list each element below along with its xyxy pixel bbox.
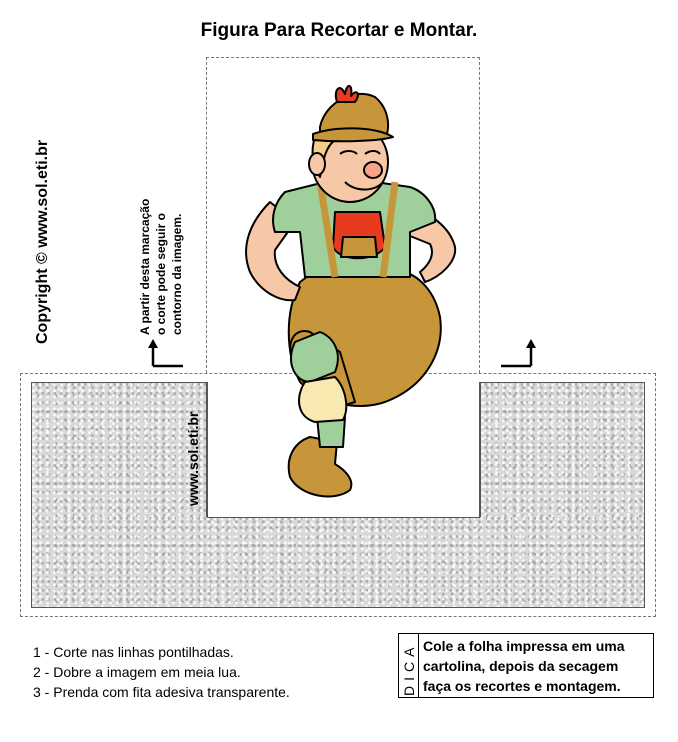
cut-note-line: contorno da imagem. bbox=[170, 213, 184, 335]
cut-note bbox=[137, 199, 185, 335]
instruction-step: 3 - Prenda com fita adesiva transparente. bbox=[33, 684, 290, 700]
tip-line: cartolina, depois da secagem bbox=[423, 658, 619, 674]
site-text: www.sol.eti.br bbox=[185, 411, 201, 506]
tip-line: Cole a folha impressa em uma bbox=[423, 638, 625, 654]
tip-label: DICA bbox=[401, 642, 417, 696]
corner-arrow-left-icon bbox=[145, 338, 185, 368]
base-texture-bottom bbox=[31, 517, 645, 608]
instruction-step: 2 - Dobre a imagem em meia lua. bbox=[33, 664, 241, 680]
page-title: Figura Para Recortar e Montar. bbox=[200, 20, 478, 41]
cut-note-line: o corte pode seguir o bbox=[154, 212, 168, 335]
instruction-step: 1 - Corte nas linhas pontilhadas. bbox=[33, 644, 234, 660]
cut-note-line: A partir desta marcação bbox=[138, 198, 152, 335]
tip-line: faça os recortes e montagem. bbox=[423, 678, 621, 694]
corner-arrow-right-icon bbox=[499, 338, 539, 368]
tip-text bbox=[423, 636, 625, 696]
bavarian-man-illustration bbox=[225, 82, 475, 512]
copyright-text: Copyright © www.sol.eti.br bbox=[34, 139, 51, 344]
instructions-list bbox=[33, 642, 290, 702]
